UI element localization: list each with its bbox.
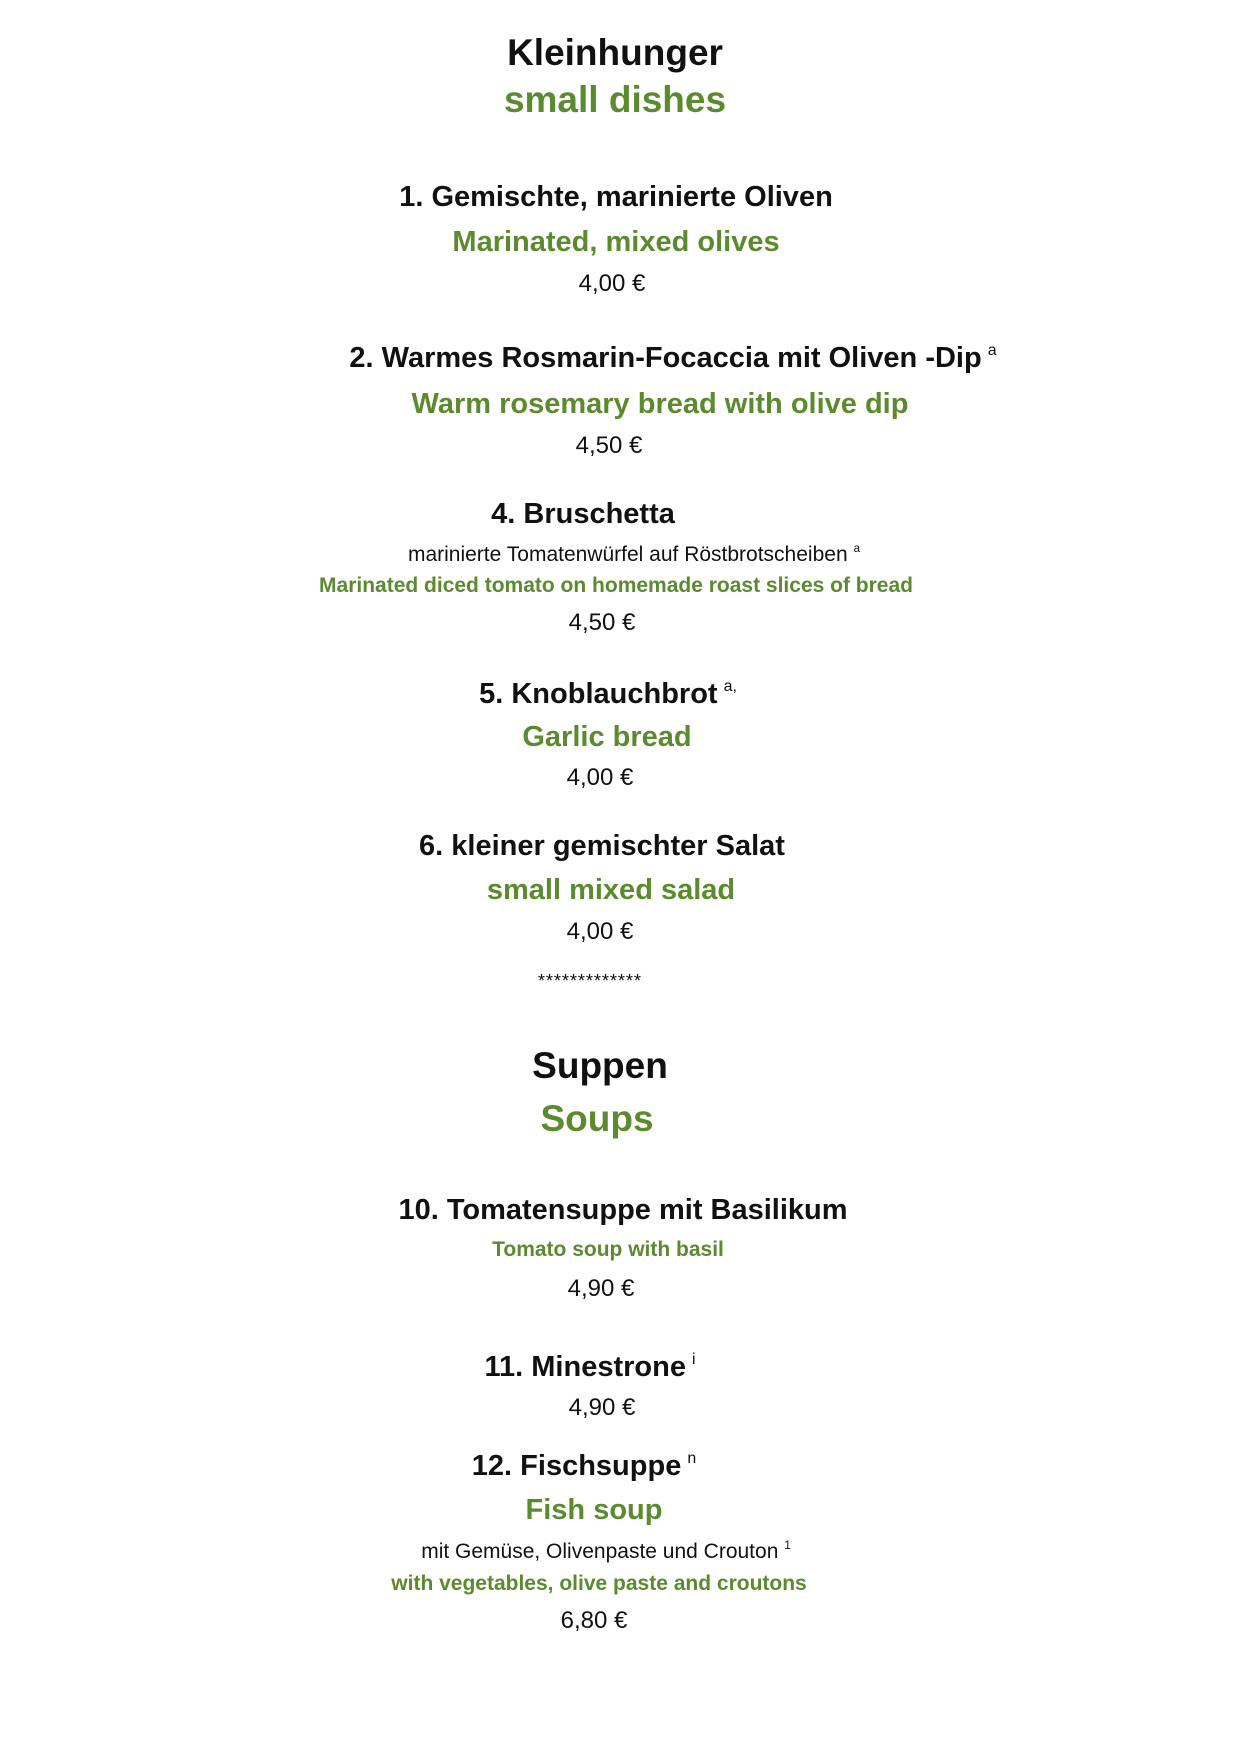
item-price: 4,00 €	[566, 918, 634, 945]
item-price: 4,50 €	[575, 432, 643, 459]
item-price: 6,80 €	[560, 1607, 628, 1634]
item-name-de: 11. Minestrone $^i$	[484, 1350, 696, 1383]
allergen-mark: n	[687, 1450, 697, 1467]
item-description-en: with vegetables, olive paste and croutons	[391, 1572, 807, 1595]
section-title-en: Soups	[540, 1098, 654, 1139]
item-price: 4,90 €	[568, 1394, 636, 1421]
item-price: 4,90 €	[567, 1275, 635, 1302]
allergen-mark: a	[987, 342, 997, 359]
item-name-en: small mixed salad	[486, 874, 736, 906]
allergen-mark: i	[691, 1351, 696, 1368]
item-name-en: Marinated, mixed olives	[452, 226, 780, 258]
item-description-en: Marinated diced tomato on homemade roast slices of bread	[319, 574, 913, 597]
section-title-en: small dishes	[503, 79, 727, 120]
allergen-mark: 1	[784, 1540, 791, 1553]
item-description-de: marinierte Tomatenwürfel auf Röstbrotscheiben $^a$	[407, 543, 861, 566]
item-price: 4,50 €	[568, 609, 636, 636]
item-name-de: 10. Tomatensuppe mit Basilikum	[398, 1194, 848, 1226]
item-price: 4,00 €	[578, 270, 646, 297]
allergen-mark: a,	[723, 678, 737, 695]
item-name-en: Garlic bread	[522, 721, 692, 753]
item-name-de: 5. Knoblauchbrot $^{a,}$	[479, 677, 737, 710]
item-name-de: 4. Bruschetta	[491, 498, 675, 530]
item-name-en: Tomato soup with basil	[492, 1238, 724, 1261]
item-price: 4,00 €	[566, 764, 634, 791]
item-name-de: 12. Fischsuppe $^n$	[471, 1449, 697, 1482]
section-title-de: Suppen	[532, 1045, 668, 1086]
item-name-de: 6. kleiner gemischter Salat	[419, 830, 785, 862]
allergen-mark: a	[853, 543, 861, 556]
item-name-de: 1. Gemischte, marinierte Oliven	[399, 181, 833, 213]
item-name-en: Warm rosemary bread with olive dip	[411, 388, 909, 420]
item-description-de: mit Gemüse, Olivenpaste und Crouton $^1$	[421, 1540, 791, 1563]
section-title-de: Kleinhunger	[507, 32, 723, 73]
item-name-en: Fish soup	[525, 1494, 663, 1526]
item-name-de: 2. Warmes Rosmarin-Focaccia mit Oliven -Dip $^a$	[349, 341, 997, 374]
section-separator: *************	[537, 971, 643, 991]
